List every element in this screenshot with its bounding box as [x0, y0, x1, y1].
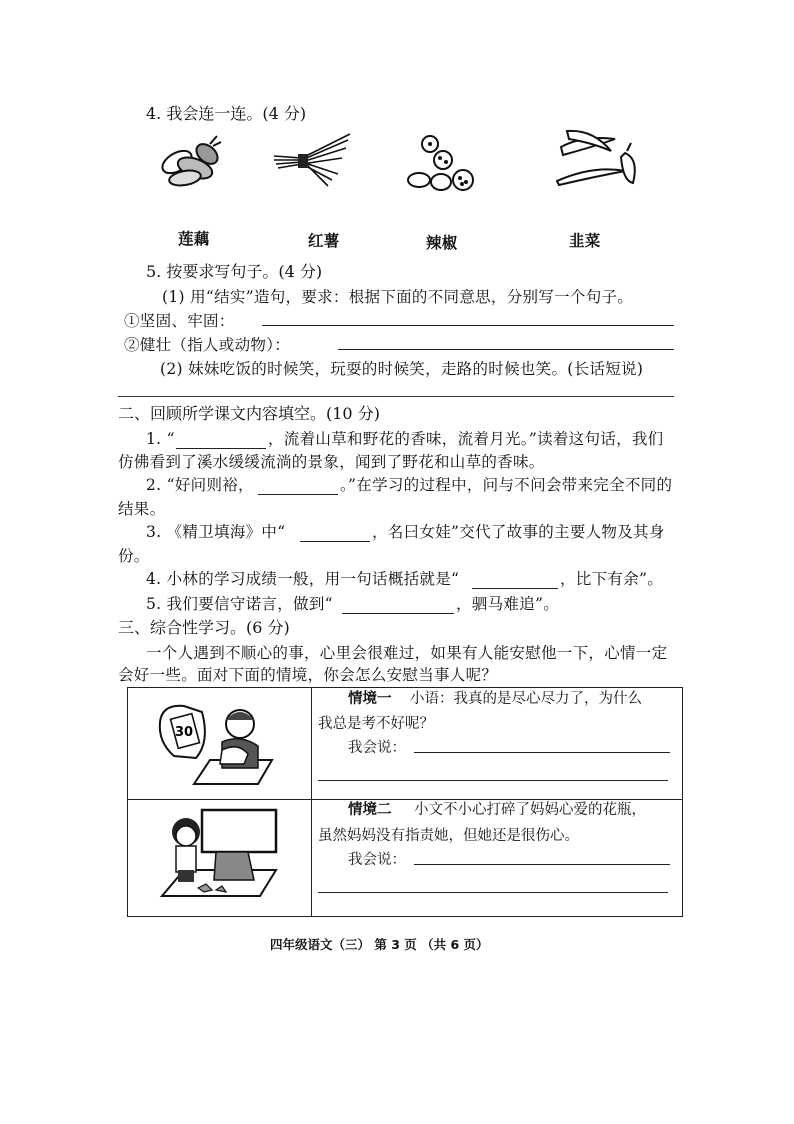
s2-item5-a: 5. 我们要信守诺言，做到“	[146, 595, 333, 613]
section2-heading: 二、回顾所学课文内容填空。(10 分)	[118, 404, 380, 423]
chive-bundle-illustration	[272, 130, 352, 190]
s3-intro-line1: 一个人遇到不顺心的事，心里会很难过，如果有人能安慰他一下，心情一定	[146, 644, 668, 662]
answer-line-meaning1[interactable]	[262, 325, 674, 326]
blank-item1[interactable]	[176, 448, 266, 449]
scenario-table	[127, 687, 683, 917]
word-chili: 辣椒	[426, 233, 458, 252]
s2-item3-a: 3. 《精卫填海》中“	[146, 523, 286, 541]
s2-item1-b: ，流着山草和野花的香味，流着月光。”读着这句话，我们	[268, 430, 664, 448]
table-column-divider	[311, 688, 312, 916]
q5-sub2: (2) 妹妹吃饭的时候笑，玩耍的时候笑，走路的时候也笑。(长话短说)	[160, 360, 644, 378]
s2-item1-a: 1. “	[146, 430, 175, 448]
s2-item2-a: 2. “好问则裕，	[146, 476, 254, 494]
blank-item2[interactable]	[258, 494, 338, 495]
blank-item3[interactable]	[300, 541, 370, 542]
word-sweet-potato: 红薯	[308, 231, 340, 250]
s3-intro-line2: 会好一些。面对下面的情境，你会怎么安慰当事人呢？	[118, 666, 498, 684]
test-score-text: 30	[175, 725, 194, 740]
s2-item2-c: 结果。	[118, 500, 166, 518]
scenario1-answer-line2[interactable]	[318, 780, 668, 781]
word-lotus-root: 莲藕	[178, 229, 210, 248]
s2-item3-b: ，名曰女娃”交代了故事的主要人物及其身	[372, 523, 665, 541]
scenario1-prompt: 我会说：	[348, 740, 406, 756]
answer-line-meaning2[interactable]	[338, 349, 674, 350]
s2-item4-b: ，比下有余”。	[560, 570, 664, 588]
scenario2-title: 情境二	[348, 802, 392, 818]
scenario1-title: 情境一	[348, 691, 392, 707]
scenario2-prompt: 我会说：	[348, 852, 406, 868]
page-footer: 四年级语文（三） 第 3 页 （共 6 页）	[270, 937, 489, 952]
scenario1-line1: 小语：我真的是尽心尽力了，为什么	[410, 691, 642, 707]
scenario2-line2: 虽然妈妈没有指责她，但她还是很伤心。	[318, 828, 579, 844]
q5-heading: 5. 按要求写句子。(4 分)	[146, 262, 323, 281]
s2-item3-c: 份。	[118, 547, 150, 565]
answer-line-long-short[interactable]	[118, 396, 674, 397]
s2-item4-a: 4. 小林的学习成绩一般，用一句话概括就是“	[146, 570, 460, 588]
student-with-test-paper-illustration	[154, 698, 286, 790]
scenario2-answer-line1[interactable]	[414, 864, 670, 865]
q5-meaning1: ①坚固、牢固：	[124, 312, 235, 330]
lotus-root-illustration	[405, 130, 480, 195]
q4-heading: 4. 我会连一连。(4 分)	[146, 104, 307, 123]
q5-meaning2: ②健壮（指人或动物）：	[124, 336, 291, 354]
girl-with-broken-vase-illustration	[156, 806, 286, 902]
s2-item1-c: 仿佛看到了溪水缓缓流淌的景象，闻到了野花和山草的香味。	[118, 453, 545, 471]
blank-item5[interactable]	[342, 613, 454, 614]
s2-item5-b: ，驷马难追”。	[456, 595, 560, 613]
blank-item4[interactable]	[472, 588, 558, 589]
s2-item2-b: 。”在学习的过程中，问与不问会带来完全不同的	[340, 476, 673, 494]
q5-sub1: (1) 用“结实”造句，要求：根据下面的不同意思，分别写一个句子。	[162, 288, 634, 306]
chili-pepper-illustration	[553, 125, 645, 195]
scenario1-answer-line1[interactable]	[414, 752, 670, 753]
scenario2-line1: 小文不小心打碎了妈妈心爱的花瓶，	[414, 802, 646, 818]
word-chives: 韭菜	[569, 231, 601, 250]
section3-heading: 三、综合性学习。(6 分)	[118, 618, 290, 637]
scenario1-line2: 我总是考不好呢？	[318, 716, 434, 732]
scenario2-answer-line2[interactable]	[318, 892, 668, 893]
sweet-potato-illustration	[155, 132, 225, 192]
